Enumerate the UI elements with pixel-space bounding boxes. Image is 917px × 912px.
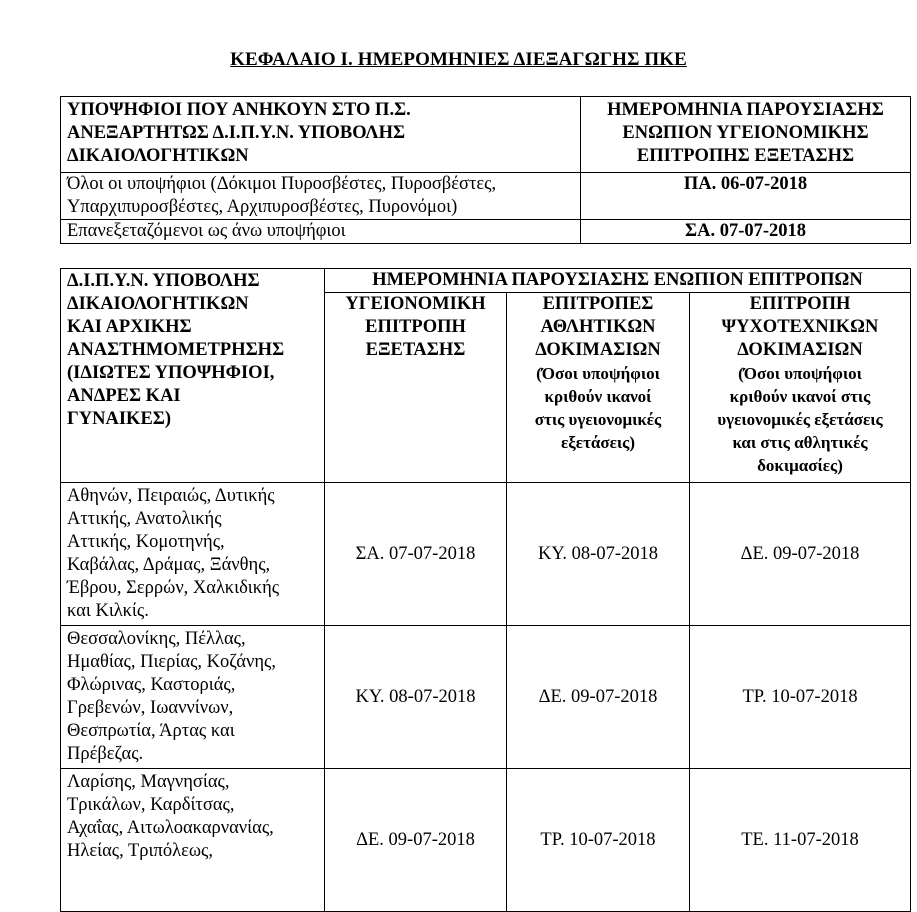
- header-line: ΑΝΔΡΕΣ ΚΑΙ: [67, 386, 181, 406]
- header-note: και στις αθλητικές: [732, 433, 868, 452]
- region-line: Καβάλας, Δράμας, Ξάνθης,: [67, 555, 271, 575]
- header-note: εξετάσεις): [560, 433, 636, 452]
- athletic-committee-header: [507, 293, 690, 483]
- psychotechnical-date: ΔΕ. 09-07-2018: [690, 483, 911, 626]
- header-line: Δ.Ι.Π.Υ.Ν. ΥΠΟΒΟΛΗΣ: [67, 271, 260, 291]
- committee-dates-table: [60, 268, 911, 912]
- region-line: Γρεβενών, Ιωαννίνων,: [67, 698, 234, 718]
- header-line: ΥΓΕΙΟΝΟΜΙΚΗ: [345, 294, 486, 314]
- region-line: και Κιλκίς.: [67, 601, 149, 621]
- header-line: ΑΝΑΣΤΗΜΟΜΕΤΡΗΣΗΣ: [67, 340, 285, 360]
- region-line: Αττικής, Ανατολικής: [67, 509, 222, 529]
- region-line: Αχαΐας, Αιτωλοακαρνανίας,: [67, 818, 274, 838]
- header-line: ΚΑΙ ΑΡΧΙΚΗΣ: [67, 317, 192, 337]
- table1-row-label: [61, 173, 581, 220]
- health-date: ΣΑ. 07-07-2018: [325, 483, 507, 626]
- table1-header-left: [61, 97, 581, 173]
- header-note: δοκιμασίες): [757, 456, 843, 475]
- table1-row-date: ΣΑ. 07-07-2018: [581, 220, 911, 244]
- candidates-dates-table: [60, 96, 911, 244]
- psychotechnical-date: ΤΡ. 10-07-2018: [690, 626, 911, 769]
- health-date: ΔΕ. 09-07-2018: [325, 769, 507, 912]
- header-line: ΔΟΚΙΜΑΣΙΩΝ: [737, 340, 863, 360]
- header-note: κριθούν ικανοί: [544, 387, 652, 406]
- header-line: ΥΠΟΨΗΦΙΟΙ ΠΟΥ ΑΝΗΚΟΥΝ ΣΤΟ Π.Σ.: [67, 100, 411, 120]
- health-date: ΚΥ. 08-07-2018: [325, 626, 507, 769]
- region-line: Θεσπρωτία, Άρτας και: [67, 721, 235, 741]
- header-line: ΗΜΕΡΟΜΗΝΙΑ ΠΑΡΟΥΣΙΑΣΗΣ: [607, 100, 884, 120]
- region-line: Τρικάλων, Καρδίτσας,: [67, 795, 235, 815]
- header-note: (Όσοι υποψήφιοι: [738, 364, 862, 383]
- athletic-date: ΚΥ. 08-07-2018: [507, 483, 690, 626]
- region-line: Έβρου, Σερρών, Χαλκιδικής: [67, 578, 280, 598]
- header-line: ΕΞΕΤΑΣΗΣ: [365, 340, 466, 360]
- athletic-date: ΔΕ. 09-07-2018: [507, 626, 690, 769]
- table2-header-top: ΗΜΕΡΟΜΗΝΙΑ ΠΑΡΟΥΣΙΑΣΗΣ ΕΝΩΠΙΟΝ ΕΠΙΤΡΟΠΩΝ: [325, 269, 911, 293]
- table-row-region: [61, 769, 325, 912]
- table1-row-date: ΠΑ. 06-07-2018: [581, 173, 911, 220]
- table-row-region: [61, 626, 325, 769]
- region-line: Θεσσαλονίκης, Πέλλας,: [67, 629, 246, 649]
- header-note: υγειονομικές εξετάσεις: [717, 410, 883, 429]
- row-text: Υπαρχιπυροσβέστες, Αρχιπυροσβέστες, Πυρονόμοι): [67, 197, 458, 217]
- psychotechnical-committee-header: [690, 293, 911, 483]
- table1-row-label: Επανεξεταζόμενοι ως άνω υποψήφιοι: [61, 220, 581, 244]
- header-line: (ΙΔΙΩΤΕΣ ΥΠΟΨΗΦΙΟΙ,: [67, 363, 275, 383]
- region-line: Ηλείας, Τριπόλεως,: [67, 841, 213, 861]
- header-line: ΓΥΝΑΙΚΕΣ): [67, 409, 172, 429]
- header-note: κριθούν ικανοί στις: [729, 387, 871, 406]
- header-line: ΑΘΛΗΤΙΚΩΝ: [540, 317, 656, 337]
- header-line: ΕΝΩΠΙΟΝ ΥΓΕΙΟΝΟΜΙΚΗΣ: [622, 123, 869, 143]
- header-line: ΕΠΙΤΡΟΠΗ: [749, 294, 851, 314]
- table-row-region: [61, 483, 325, 626]
- region-line: Αθηνών, Πειραιώς, Δυτικής: [67, 486, 275, 506]
- athletic-date: ΤΡ. 10-07-2018: [507, 769, 690, 912]
- header-line: ΕΠΙΤΡΟΠΗ: [365, 317, 466, 337]
- region-line: Ημαθίας, Πιερίας, Κοζάνης,: [67, 652, 276, 672]
- header-line: ΔΙΚΑΙΟΛΟΓΗΤΙΚΩΝ: [67, 146, 249, 166]
- region-line: Αττικής, Κομοτηνής,: [67, 532, 225, 552]
- header-line: ΕΠΙΤΡΟΠΕΣ: [542, 294, 654, 314]
- psychotechnical-date: ΤΕ. 11-07-2018: [690, 769, 911, 912]
- region-line: Φλώρινας, Καστοριάς,: [67, 675, 236, 695]
- table2-header-left: [61, 269, 325, 483]
- header-line: ΕΠΙΤΡΟΠΗΣ ΕΞΕΤΑΣΗΣ: [636, 146, 855, 166]
- health-committee-header: [325, 293, 507, 483]
- chapter-title: ΚΕΦΑΛΑΙΟ Ι. ΗΜΕΡΟΜΗΝΙΕΣ ΔΙΕΞΑΓΩΓΗΣ ΠΚΕ: [230, 49, 687, 70]
- header-line: ΨΥΧΟΤΕΧΝΙΚΩΝ: [721, 317, 879, 337]
- region-line: Λαρίσης, Μαγνησίας,: [67, 772, 230, 792]
- header-line: ΔΟΚΙΜΑΣΙΩΝ: [535, 340, 661, 360]
- header-note: (Όσοι υποψήφιοι: [536, 364, 660, 383]
- row-text: Όλοι οι υποψήφιοι (Δόκιμοι Πυροσβέστες, Πυροσβέστες,: [67, 174, 497, 194]
- table1-header-right: [581, 97, 911, 173]
- header-line: ΔΙΚΑΙΟΛΟΓΗΤΙΚΩΝ: [67, 294, 249, 314]
- header-note: στις υγειονομικές: [534, 410, 662, 429]
- region-line: Πρέβεζας.: [67, 744, 144, 764]
- header-line: ΑΝΕΞΑΡΤΗΤΩΣ Δ.Ι.Π.Υ.Ν. ΥΠΟΒΟΛΗΣ: [67, 123, 406, 143]
